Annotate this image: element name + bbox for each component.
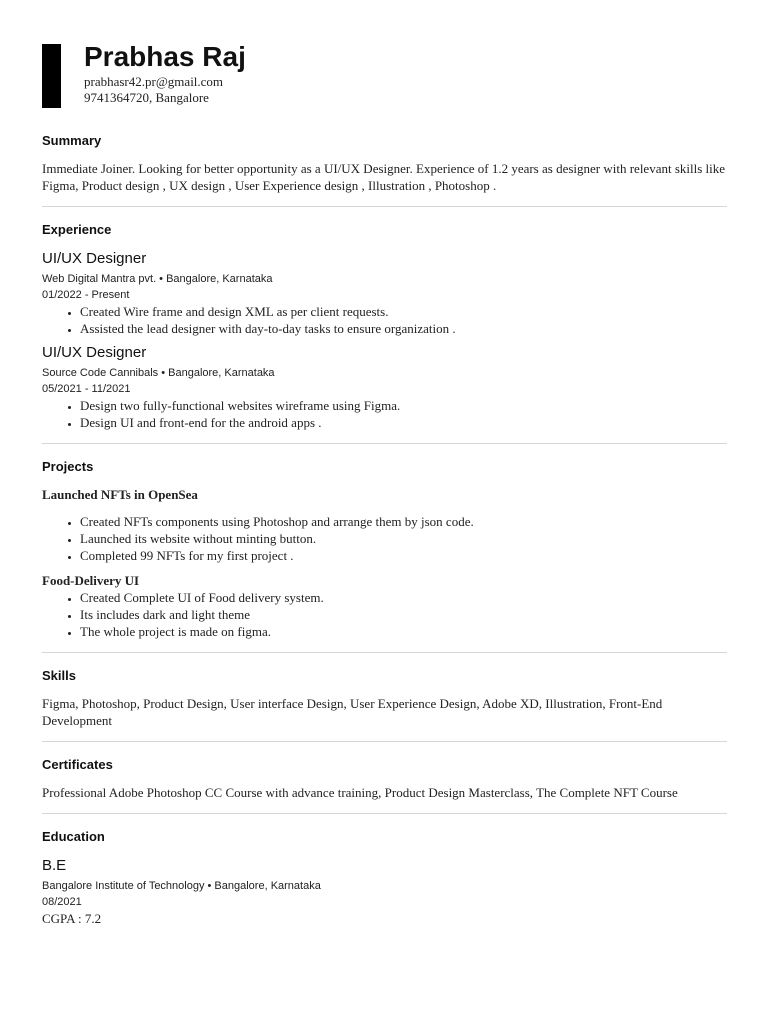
section-title: Projects (42, 459, 94, 474)
gpa-text: CGPA : 7.2 (42, 911, 102, 926)
list-item: • The whole project is made on figma. (80, 623, 727, 640)
job-title: UI/UX Designer (42, 250, 147, 267)
certificates-section (42, 754, 727, 814)
resume-header (84, 40, 246, 106)
list-item: • Created NFTs components using Photoshop and arrange them by json code. (80, 513, 727, 530)
section-title: Certificates (42, 757, 113, 772)
list-item: • Design two fully-functional websites wireframe using Figma. (80, 397, 727, 414)
school-name: Bangalore Institute of Technology • Bangalore, Karnataka (42, 880, 321, 892)
list-item: • Its includes dark and light theme (80, 606, 727, 623)
job-entry (42, 249, 727, 337)
certificates-text: Professional Adobe Photoshop CC Course with advance training, Product Design Masterclass, The Complete NFT Course (42, 785, 678, 800)
degree-title: B.E (42, 857, 67, 874)
project-bullets (42, 589, 727, 640)
summary-section (42, 130, 727, 207)
project-bullets (42, 513, 727, 564)
skills-section (42, 665, 727, 742)
job-company: Web Digital Mantra pvt. • Bangalore, Karnataka (42, 273, 273, 285)
candidate-name: Prabhas Raj (84, 41, 246, 72)
education-section (42, 826, 727, 939)
spacer (42, 503, 727, 513)
section-title: Education (42, 829, 105, 844)
section-title: Summary (42, 133, 102, 148)
graduation-date: 08/2021 (42, 896, 82, 908)
section-title: Skills (42, 668, 76, 683)
job-dates: 01/2022 - Present (42, 289, 130, 301)
job-bullets (42, 397, 727, 431)
list-item: • Created Complete UI of Food delivery system. (80, 589, 727, 606)
project-entry (42, 486, 727, 564)
job-dates: 05/2021 - 11/2021 (42, 383, 131, 395)
list-item: • Assisted the lead designer with day-to-day tasks to ensure organization . (80, 320, 727, 337)
summary-text: Immediate Joiner. Looking for better opportunity as a UI/UX Designer. Experience of 1.2 years as designer with relevant skills like Figma, Product design , UX design , User Experience design , Illustration , Photoshop . (42, 161, 726, 193)
phone-location-text: 9741364720, Bangalore (84, 90, 209, 105)
resume-body (42, 130, 727, 951)
job-bullets (42, 303, 727, 337)
project-title: Launched NFTs in OpenSea (42, 487, 198, 502)
header-accent-bar (42, 44, 61, 108)
job-title: UI/UX Designer (42, 344, 147, 361)
section-title: Experience (42, 222, 112, 237)
project-entry (42, 572, 727, 640)
email-text: prabhasr42.pr@gmail.com (84, 74, 224, 89)
list-item: • Launched its website without minting button. (80, 530, 727, 547)
job-company: Source Code Cannibals • Bangalore, Karnataka (42, 367, 275, 379)
projects-section (42, 456, 727, 653)
list-item: • Completed 99 NFTs for my first project . (80, 547, 727, 564)
list-item: • Design UI and front-end for the android apps . (80, 414, 727, 431)
skills-text: Figma, Photoshop, Product Design, User interface Design, User Experience Design, Adobe XD, Illustration, Front-End Development (42, 696, 663, 728)
job-entry (42, 343, 727, 431)
list-item: • Created Wire frame and design XML as per client requests. (80, 303, 727, 320)
project-title: Food-Delivery UI (42, 573, 140, 588)
experience-section (42, 219, 727, 444)
